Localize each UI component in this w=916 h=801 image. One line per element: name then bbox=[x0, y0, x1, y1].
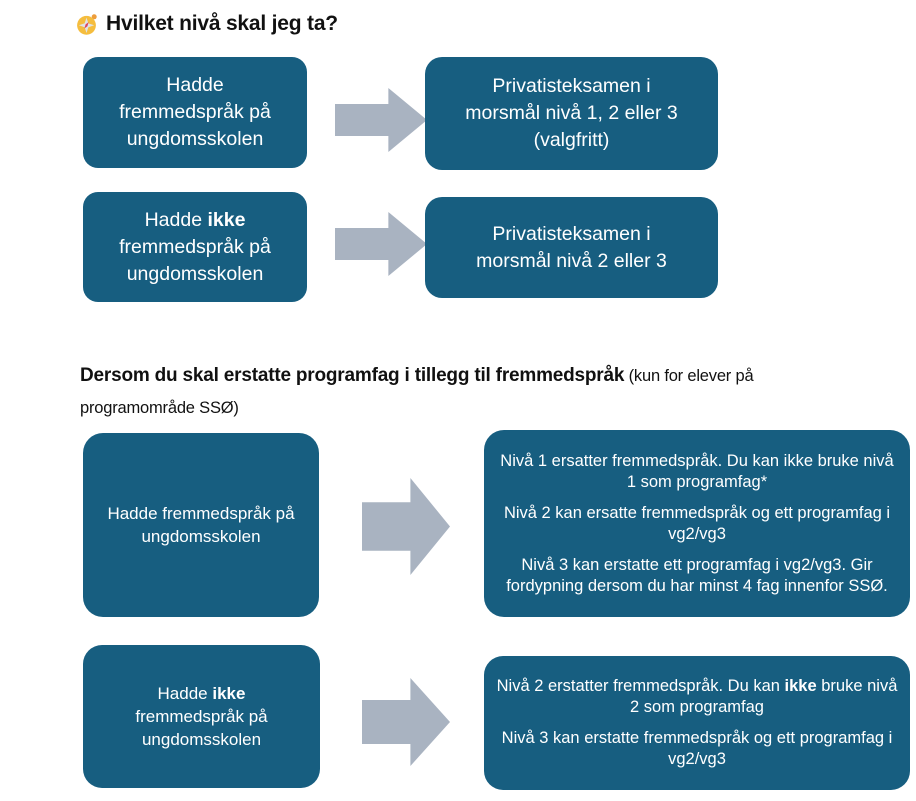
arrow-right-icon bbox=[362, 678, 450, 766]
flow-box-top-row1-right bbox=[425, 57, 718, 170]
box-line: Hadde bbox=[166, 74, 224, 96]
box-text-bold: ikke bbox=[784, 677, 817, 695]
flow-box-top-row1-left bbox=[83, 57, 307, 168]
flow-box-bottom-row2-left bbox=[83, 645, 320, 788]
compass-icon bbox=[76, 12, 98, 36]
box-line: ungdomsskolen bbox=[141, 527, 261, 546]
box-line: (valgfritt) bbox=[533, 129, 610, 151]
box-line: fremmedspråk på bbox=[119, 235, 271, 258]
section-heading bbox=[80, 360, 852, 424]
box-line: fremmedspråk på bbox=[119, 101, 271, 123]
box-line: morsmål nivå 2 eller 3 bbox=[476, 249, 667, 272]
flow-box-bottom-row1-left bbox=[83, 433, 319, 617]
box-line: Privatisteksamen i bbox=[492, 75, 651, 97]
page-title-text: Hvilket nivå skal jeg ta? bbox=[106, 12, 338, 35]
box-line: ungdomsskolen bbox=[126, 128, 264, 150]
box-text: bruke nivå 2 som programfag bbox=[630, 677, 898, 716]
box-line: Hadde fremmedspråk på bbox=[107, 504, 295, 523]
box-line: ungdomsskolen bbox=[126, 262, 264, 285]
section-heading-bold: Dersom du skal erstatte programfag i tillegg til fremmedspråk bbox=[80, 365, 625, 386]
arrow-right-icon bbox=[335, 88, 427, 152]
section-heading-normal: (kun for elever på programområde SSØ) bbox=[80, 367, 754, 417]
arrow-right-icon bbox=[362, 478, 450, 575]
box-text-bold: ikke bbox=[207, 208, 246, 231]
box-line: fremmedspråk på bbox=[135, 707, 268, 726]
page-title bbox=[76, 12, 338, 36]
box-paragraph: Nivå 3 kan erstatte ett programfag i vg2/vg3. Gir fordypning dersom du har minst 4 fag innenfor SSØ. bbox=[506, 555, 888, 595]
flow-box-bottom-row1-right bbox=[484, 430, 910, 617]
box-paragraph bbox=[496, 676, 898, 718]
box-paragraph: Nivå 2 kan ersatte fremmedspråk og ett programfag i vg2/vg3 bbox=[503, 503, 891, 543]
arrow-right-icon bbox=[335, 212, 427, 276]
box-text: Nivå 2 erstatter fremmedspråk. Du kan bbox=[496, 677, 785, 695]
box-line bbox=[83, 682, 320, 705]
flow-box-bottom-row2-right bbox=[484, 656, 910, 790]
box-text-bold: ikke bbox=[212, 684, 246, 703]
box-paragraph: Nivå 3 kan erstatte fremmedspråk og ett programfag i vg2/vg3 bbox=[501, 729, 893, 768]
box-text: Hadde bbox=[157, 684, 213, 703]
box-line bbox=[83, 207, 307, 234]
flow-box-top-row2-left bbox=[83, 192, 307, 302]
box-text: Hadde bbox=[144, 208, 208, 231]
box-paragraph: Nivå 1 ersatter fremmedspråk. Du kan ikke bruke nivå 1 som programfag* bbox=[500, 451, 894, 491]
box-line: morsmål nivå 1, 2 eller 3 bbox=[465, 102, 678, 124]
box-line: ungdomsskolen bbox=[141, 730, 262, 749]
flow-box-top-row2-right bbox=[425, 197, 718, 298]
box-line: Privatisteksamen i bbox=[492, 222, 651, 245]
